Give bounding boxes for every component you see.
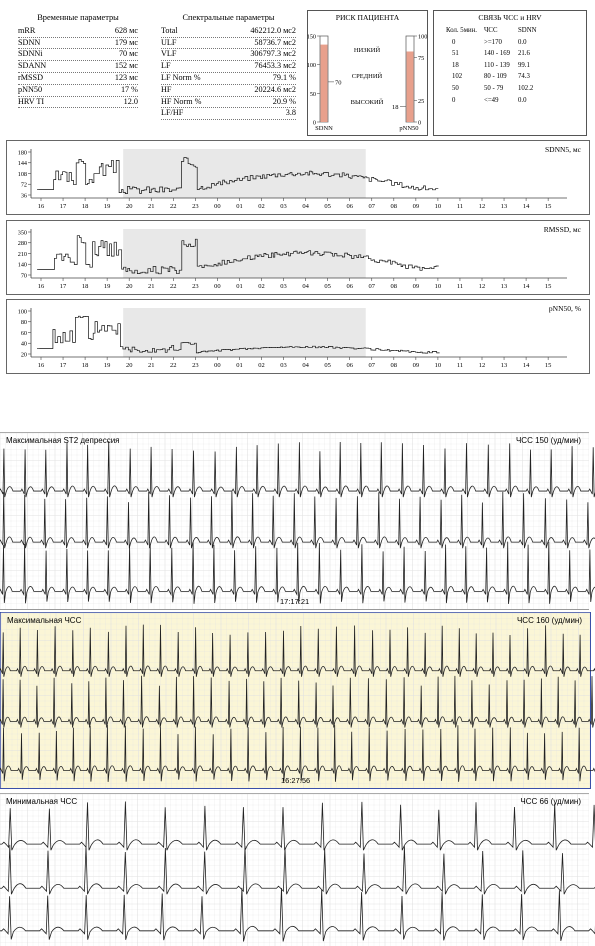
ecg-heart-rate: ЧСС 160 (уд/мин) [516, 616, 582, 625]
param-name: HF Norm % [161, 96, 202, 106]
x-tick-label: 15 [544, 283, 552, 290]
hrv-cell: >=170 [484, 38, 502, 46]
param-name: SDNNi [18, 49, 43, 59]
x-tick-label: 13 [500, 362, 508, 369]
param-row [161, 38, 296, 50]
x-tick-label: 08 [390, 283, 398, 290]
param-value: 79.1 % [272, 72, 296, 82]
hrv-header: Кол. 5мин. [446, 27, 477, 34]
y-tick-label: 108 [17, 170, 27, 178]
x-tick-label: 12 [478, 203, 486, 210]
x-tick-label: 09 [412, 203, 420, 210]
x-tick-label: 17 [59, 362, 67, 369]
hrv-cell: 50 [452, 84, 459, 92]
time-params-rows [18, 26, 138, 109]
time-params-table [18, 13, 138, 108]
param-row [18, 85, 138, 97]
ecg-title: Максимальная ST2 депрессия [6, 436, 120, 445]
param-value: 58736.7 мс2 [254, 37, 296, 47]
param-row [161, 97, 296, 109]
pnn50-tick: 100 [418, 33, 428, 41]
param-value: 306797.3 мс2 [250, 49, 296, 59]
hrv-cell: <=49 [484, 96, 499, 104]
hrv-cell: 0.0 [518, 38, 527, 46]
x-tick-label: 21 [148, 203, 155, 210]
x-tick-label: 20 [125, 362, 133, 369]
sdnn-gauge-fill [321, 45, 328, 122]
sdnn-gauge-label: SDNN [315, 125, 333, 132]
x-tick-label: 13 [500, 283, 508, 290]
x-tick-label: 03 [280, 203, 287, 210]
ecg-title: Минимальная ЧСС [6, 797, 78, 806]
param-value: 17 % [120, 84, 138, 94]
hr-hrv-link-table [446, 25, 586, 106]
param-value: 462212.0 мс2 [250, 25, 296, 35]
risk-level-label: СРЕДНИЙ [351, 73, 383, 80]
x-tick-label: 00 [214, 283, 221, 290]
y-tick-label: 140 [17, 261, 27, 269]
x-tick-label: 15 [544, 362, 552, 369]
x-tick-label: 22 [170, 283, 177, 290]
param-name: pNN50 [18, 84, 43, 94]
x-tick-label: 19 [103, 362, 111, 369]
param-name: HF [161, 84, 172, 94]
ecg-lead-trace [0, 541, 595, 604]
x-tick-label: 01 [236, 283, 243, 290]
param-value: 123 мс [114, 72, 138, 82]
hrv-header: ЧСС [484, 27, 498, 34]
param-value: 12.0 [123, 96, 138, 106]
param-row [18, 97, 138, 109]
ecg-timestamp: 16:27:56 [281, 776, 311, 785]
param-value: 20.9 % [272, 96, 296, 106]
hrv-cell: 74.3 [518, 73, 530, 81]
hrv-cell: 21.6 [518, 50, 530, 58]
param-name: LF [161, 61, 171, 71]
x-tick-label: 03 [280, 283, 287, 290]
y-tick-label: 210 [17, 250, 27, 258]
param-value: 20224.6 мс2 [254, 84, 296, 94]
x-tick-label: 23 [192, 203, 199, 210]
x-tick-label: 19 [103, 203, 111, 210]
hrv-cell: 110 - 139 [484, 61, 510, 69]
hrv-cell: 18 [452, 61, 459, 69]
x-tick-label: 21 [148, 283, 155, 290]
time-params-title: Временные параметры [37, 13, 119, 22]
spectral-params-title: Спектральные параметры [182, 13, 275, 22]
x-tick-label: 05 [324, 203, 331, 210]
x-tick-label: 20 [125, 283, 133, 290]
x-tick-label: 10 [434, 203, 442, 210]
x-tick-label: 22 [170, 203, 177, 210]
x-tick-label: 12 [478, 283, 486, 290]
param-value: 152 мс [114, 61, 138, 71]
ecg-lead-trace [0, 492, 595, 548]
ecg-heart-rate: ЧСС 150 (уд/мин) [515, 436, 581, 445]
pnn50-tick: 25 [418, 98, 425, 105]
param-row [161, 49, 296, 61]
x-tick-label: 17 [59, 283, 67, 290]
pnn50-gauge-fill [407, 51, 414, 122]
x-tick-label: 16 [37, 283, 45, 290]
ecg-timestamp: 17:17:21 [280, 597, 310, 606]
param-name: HRV TI [18, 96, 45, 106]
x-tick-label: 18 [81, 362, 89, 369]
y-tick-label: 72 [20, 181, 27, 189]
x-tick-label: 10 [434, 362, 442, 369]
x-tick-label: 04 [302, 362, 309, 369]
trend-sdnn5 [6, 140, 590, 215]
hrv-cell: 99.1 [518, 61, 530, 69]
param-name: Total [161, 25, 178, 35]
x-tick-label: 11 [456, 283, 464, 290]
x-tick-label: 11 [456, 362, 464, 369]
x-tick-label: 12 [478, 362, 486, 369]
risk-level-label: ВЫСОКИЙ [350, 99, 384, 106]
x-tick-label: 23 [192, 283, 199, 290]
hrv-cell: 140 - 169 [484, 50, 511, 58]
trend-pnn50 [6, 299, 590, 374]
y-tick-label: 144 [17, 160, 27, 168]
ecg-strip-max-hr[interactable] [0, 612, 591, 789]
ecg-strip-st-depression[interactable] [0, 432, 589, 610]
y-tick-label: 280 [17, 240, 27, 248]
x-tick-label: 05 [324, 362, 331, 369]
x-tick-label: 13 [500, 203, 508, 210]
hrv-header: SDNN [518, 27, 537, 34]
hrv-cell: 102.2 [518, 84, 534, 92]
param-row [18, 73, 138, 85]
x-tick-label: 02 [258, 203, 265, 210]
x-tick-label: 00 [214, 203, 221, 210]
pnn50-tick: 0 [418, 119, 422, 127]
x-tick-label: 07 [368, 203, 375, 210]
param-name: SDANN [18, 61, 47, 71]
sdnn-tick: 100 [306, 62, 316, 70]
x-tick-label: 11 [456, 203, 464, 210]
trend-label: pNN50, % [548, 304, 581, 313]
x-tick-label: 07 [368, 283, 375, 290]
param-name: LF/HF [161, 108, 184, 118]
y-tick-label: 180 [17, 149, 27, 157]
hrv-cell: 51 [452, 50, 459, 58]
y-tick-label: 20 [20, 351, 27, 359]
y-tick-label: 70 [20, 272, 27, 280]
x-tick-label: 21 [148, 362, 155, 369]
x-tick-label: 18 [81, 283, 89, 290]
param-row [161, 108, 296, 120]
x-tick-label: 22 [170, 362, 177, 369]
pnn50-tick: 75 [418, 55, 425, 62]
x-tick-label: 02 [258, 362, 265, 369]
y-tick-label: 36 [20, 192, 27, 200]
spectral-params-table [161, 13, 296, 120]
hr-hrv-link-title: СВЯЗЬ ЧСС и HRV [478, 13, 542, 22]
x-tick-label: 09 [412, 362, 420, 369]
risk-gauges [308, 22, 427, 132]
y-tick-label: 60 [20, 329, 27, 337]
param-name: LF Norm % [161, 72, 201, 82]
x-tick-label: 08 [390, 203, 398, 210]
param-row [18, 26, 138, 38]
risk-level-label: НИЗКИЙ [353, 47, 381, 54]
hrv-cell: 0 [452, 38, 456, 46]
x-tick-label: 08 [390, 362, 398, 369]
y-tick-label: 80 [20, 319, 27, 327]
patient-risk-box [307, 10, 428, 136]
trend-label: RMSSD, мс [543, 225, 581, 234]
param-name: SDNN [18, 37, 41, 47]
night-shade [123, 229, 366, 278]
x-tick-label: 16 [37, 203, 45, 210]
param-value: 70 мс [118, 49, 138, 59]
x-tick-label: 15 [544, 203, 552, 210]
hrv-cell: 0 [452, 96, 456, 104]
x-tick-label: 17 [59, 203, 67, 210]
x-tick-label: 23 [192, 362, 199, 369]
hrv-cell: 50 - 79 [484, 84, 504, 92]
x-tick-label: 07 [368, 362, 375, 369]
param-name: VLF [161, 49, 177, 59]
param-value: 3.8 [285, 108, 296, 118]
x-tick-label: 04 [302, 203, 309, 210]
pnn50-mark: 18 [392, 104, 399, 112]
param-value: 76453.3 мс2 [254, 61, 296, 71]
x-tick-label: 00 [214, 362, 221, 369]
x-tick-label: 20 [125, 203, 133, 210]
sdnn-tick: 50 [309, 90, 316, 98]
sdnn-mark: 70 [335, 79, 342, 87]
hrv-cell: 102 [452, 73, 463, 81]
ecg-heart-rate: ЧСС 66 (уд/мин) [520, 797, 581, 806]
x-tick-label: 18 [81, 203, 89, 210]
x-tick-label: 06 [346, 283, 353, 290]
param-row [18, 38, 138, 50]
spectral-params-rows [161, 26, 296, 120]
trend-label: SDNN5, мс [545, 145, 581, 154]
hrv-cell: 80 - 109 [484, 73, 507, 81]
param-row [161, 73, 296, 85]
param-row [161, 85, 296, 97]
ecg-title: Максимальная ЧСС [7, 616, 82, 625]
param-value: 628 мс [114, 25, 138, 35]
x-tick-label: 16 [37, 362, 45, 369]
sdnn-tick: 150 [306, 33, 316, 41]
x-tick-label: 03 [280, 362, 287, 369]
pnn50-gauge-label: pNN50 [399, 125, 419, 132]
x-tick-label: 09 [412, 283, 420, 290]
trend-rmssd [6, 220, 590, 295]
ecg-lead-trace [0, 888, 595, 942]
param-row [18, 61, 138, 73]
x-tick-label: 06 [346, 362, 353, 369]
y-tick-label: 40 [20, 340, 27, 348]
param-name: mRR [18, 25, 36, 35]
param-row [161, 61, 296, 73]
risk-title: РИСК ПАЦИЕНТА [335, 13, 400, 22]
x-tick-label: 01 [236, 203, 243, 210]
param-value: 179 мс [114, 37, 138, 47]
sdnn-tick: 0 [312, 119, 316, 127]
x-tick-label: 10 [434, 283, 442, 290]
x-tick-label: 06 [346, 203, 353, 210]
hrv-cell: 0.0 [518, 96, 527, 104]
x-tick-label: 14 [522, 283, 530, 290]
x-tick-label: 14 [522, 362, 530, 369]
param-name: rMSSD [18, 72, 44, 82]
y-tick-label: 100 [17, 308, 27, 316]
param-name: ULF [161, 37, 177, 47]
x-tick-label: 01 [236, 362, 243, 369]
x-tick-label: 04 [302, 283, 309, 290]
param-row [161, 26, 296, 38]
x-tick-label: 05 [324, 283, 331, 290]
x-tick-label: 02 [258, 283, 265, 290]
ecg-strip-min-hr[interactable] [0, 793, 589, 946]
x-tick-label: 14 [522, 203, 530, 210]
ecg-lead-trace [0, 845, 595, 894]
x-tick-label: 19 [103, 283, 111, 290]
param-row [18, 49, 138, 61]
hr-hrv-link-box [433, 10, 587, 136]
ecg-lead-trace [0, 801, 595, 851]
y-tick-label: 350 [17, 229, 27, 237]
